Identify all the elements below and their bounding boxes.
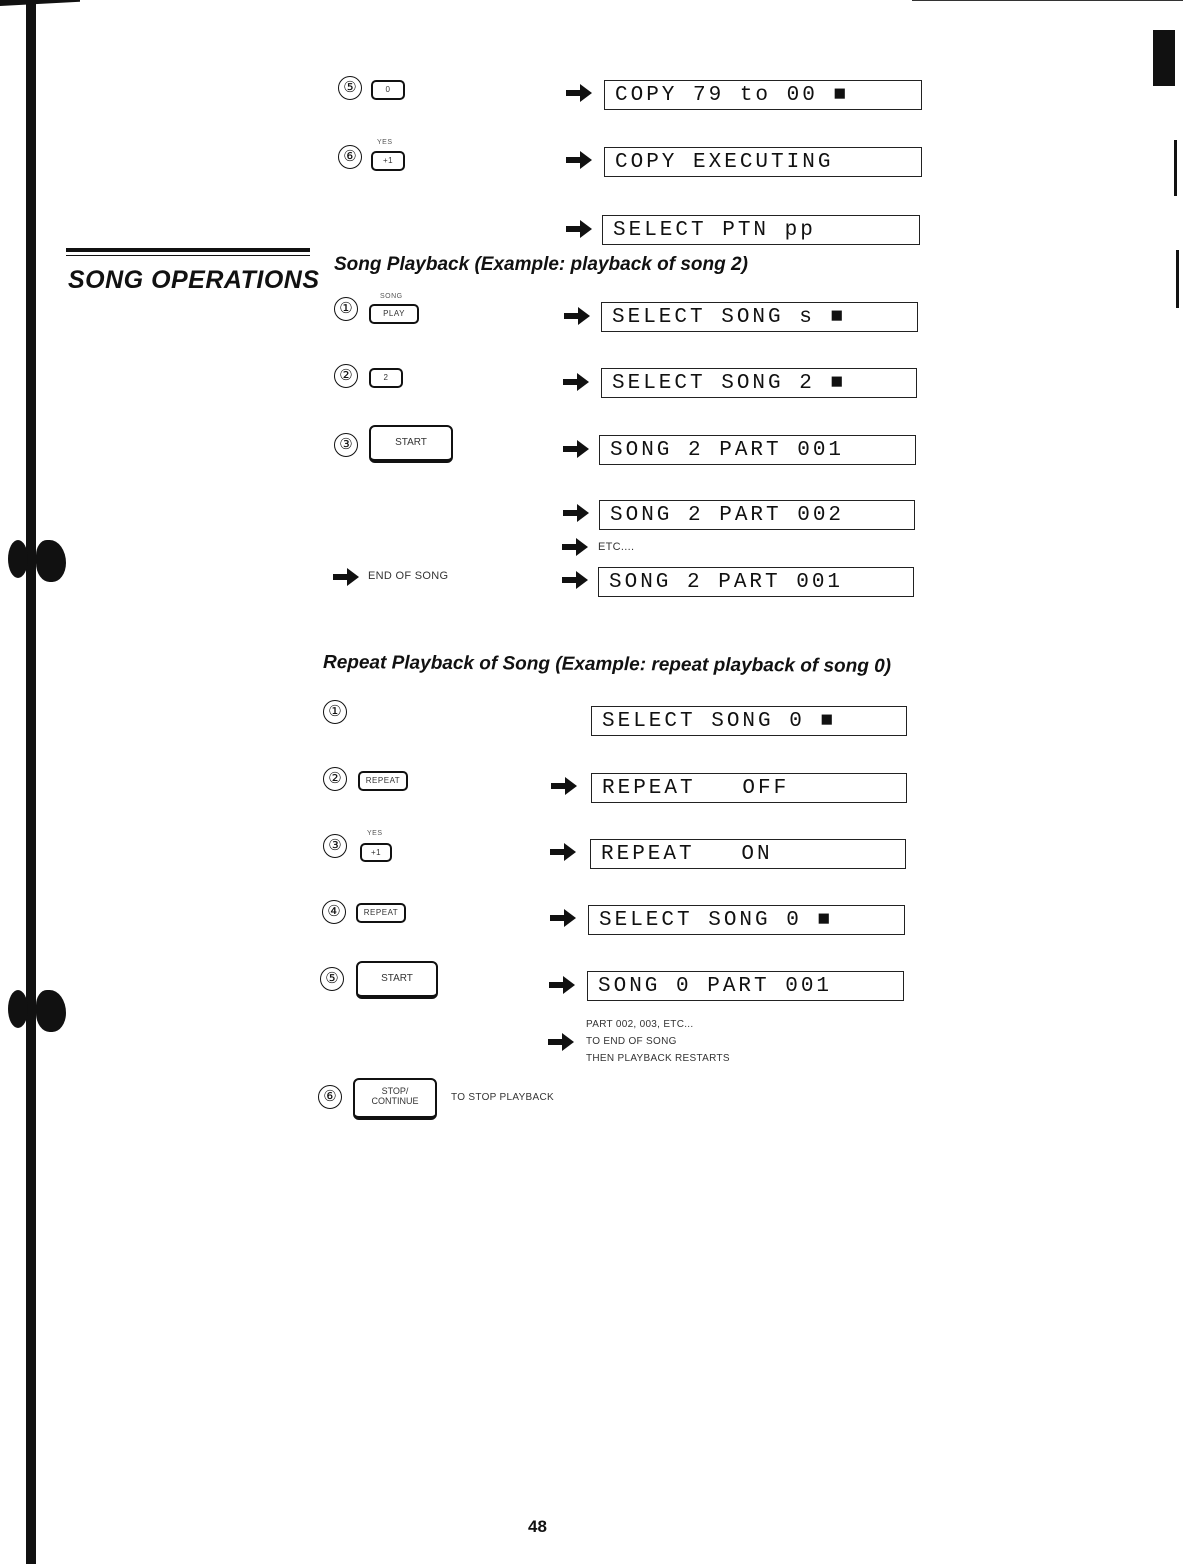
lcd-display: SELECT SONG 2 ■ xyxy=(601,368,917,398)
key-tag-label: YES xyxy=(377,139,393,146)
stop-continue-button[interactable] xyxy=(353,1078,437,1120)
song-playback-heading: Song Playback (Example: playback of song 2) xyxy=(334,254,748,275)
binding-spine xyxy=(26,0,36,1564)
edge-mark xyxy=(1176,250,1179,308)
lcd-display: SONG 2 PART 002 xyxy=(599,500,915,530)
punch-hole-mark xyxy=(36,540,66,582)
section-rule xyxy=(66,248,310,252)
key-tag-label: SONG xyxy=(380,293,403,300)
binding-corner xyxy=(0,0,80,6)
start-button[interactable]: START xyxy=(369,425,453,463)
step-number: ① xyxy=(334,297,358,321)
punch-hole-mark xyxy=(8,540,28,578)
step-number: ④ xyxy=(322,900,346,924)
arrow-right-icon xyxy=(562,538,588,556)
arrow-right-icon xyxy=(550,843,576,861)
step-number: ② xyxy=(334,364,358,388)
stop-continue-label-line1: STOP/ xyxy=(381,1086,409,1096)
plus-one-key-button[interactable]: +1 xyxy=(371,151,405,171)
end-of-song-label: END OF SONG xyxy=(368,570,449,582)
lcd-display: COPY 79 to 00 ■ xyxy=(604,80,922,110)
step-number: ⑤ xyxy=(320,967,344,991)
repeat-key-button[interactable]: REPEAT xyxy=(358,771,408,791)
page-number: 48 xyxy=(528,1517,547,1536)
arrow-right-icon xyxy=(563,440,589,458)
key-tag-label: YES xyxy=(367,830,383,837)
lcd-display: COPY EXECUTING xyxy=(604,147,922,177)
lcd-display: REPEAT OFF xyxy=(591,773,907,803)
repeat-key-button[interactable]: REPEAT xyxy=(356,903,406,923)
step-number: ② xyxy=(323,767,347,791)
repeat-note-line: PART 002, 003, ETC... xyxy=(586,1019,694,1030)
step-number: ③ xyxy=(334,433,358,457)
start-button[interactable]: START xyxy=(356,961,438,999)
section-rule xyxy=(66,255,310,256)
lcd-display: SELECT SONG 0 ■ xyxy=(591,706,907,736)
lcd-display: REPEAT ON xyxy=(590,839,906,869)
arrow-right-icon xyxy=(566,151,592,169)
section-title: SONG OPERATIONS xyxy=(68,266,320,294)
key-2-button[interactable]: 2 xyxy=(369,368,403,388)
step-number: ③ xyxy=(323,834,347,858)
etc-text: ETC.... xyxy=(598,541,635,553)
step-number: ① xyxy=(323,700,347,724)
arrow-right-icon xyxy=(566,84,592,102)
arrow-right-icon xyxy=(563,504,589,522)
arrow-right-icon xyxy=(548,1033,574,1051)
lcd-display: SELECT SONG s ■ xyxy=(601,302,918,332)
stop-playback-text: TO STOP PLAYBACK xyxy=(451,1092,554,1103)
step-number: ⑥ xyxy=(338,145,362,169)
step-number: ⑤ xyxy=(338,76,362,100)
arrow-right-icon xyxy=(564,307,590,325)
arrow-right-icon xyxy=(562,571,588,589)
repeat-note-line: TO END OF SONG xyxy=(586,1036,677,1047)
arrow-right-icon xyxy=(551,777,577,795)
arrow-right-icon xyxy=(563,373,589,391)
lcd-display: SELECT PTN pp xyxy=(602,215,920,245)
thumb-index-tab xyxy=(1153,30,1175,86)
arrow-right-icon xyxy=(549,976,575,994)
step-number: ⑥ xyxy=(318,1085,342,1109)
lcd-display: SONG 0 PART 001 xyxy=(587,971,904,1001)
top-edge-line xyxy=(912,0,1183,1)
repeat-note-line: THEN PLAYBACK RESTARTS xyxy=(586,1053,730,1064)
lcd-display: SONG 2 PART 001 xyxy=(598,567,914,597)
punch-hole-mark xyxy=(8,990,28,1028)
key-0-button[interactable]: 0 xyxy=(371,80,405,100)
arrow-right-icon xyxy=(333,568,359,586)
stop-continue-label-line2: CONTINUE xyxy=(371,1096,419,1106)
punch-hole-mark xyxy=(36,990,66,1032)
arrow-right-icon xyxy=(566,220,592,238)
repeat-playback-heading: Repeat Playback of Song (Example: repeat playback of song 0) xyxy=(322,652,892,677)
lcd-display: SONG 2 PART 001 xyxy=(599,435,916,465)
song-play-key-button[interactable]: PLAY xyxy=(369,304,419,324)
edge-mark xyxy=(1174,140,1177,196)
plus-one-key-button[interactable]: +1 xyxy=(360,843,392,862)
lcd-display: SELECT SONG 0 ■ xyxy=(588,905,905,935)
arrow-right-icon xyxy=(550,909,576,927)
